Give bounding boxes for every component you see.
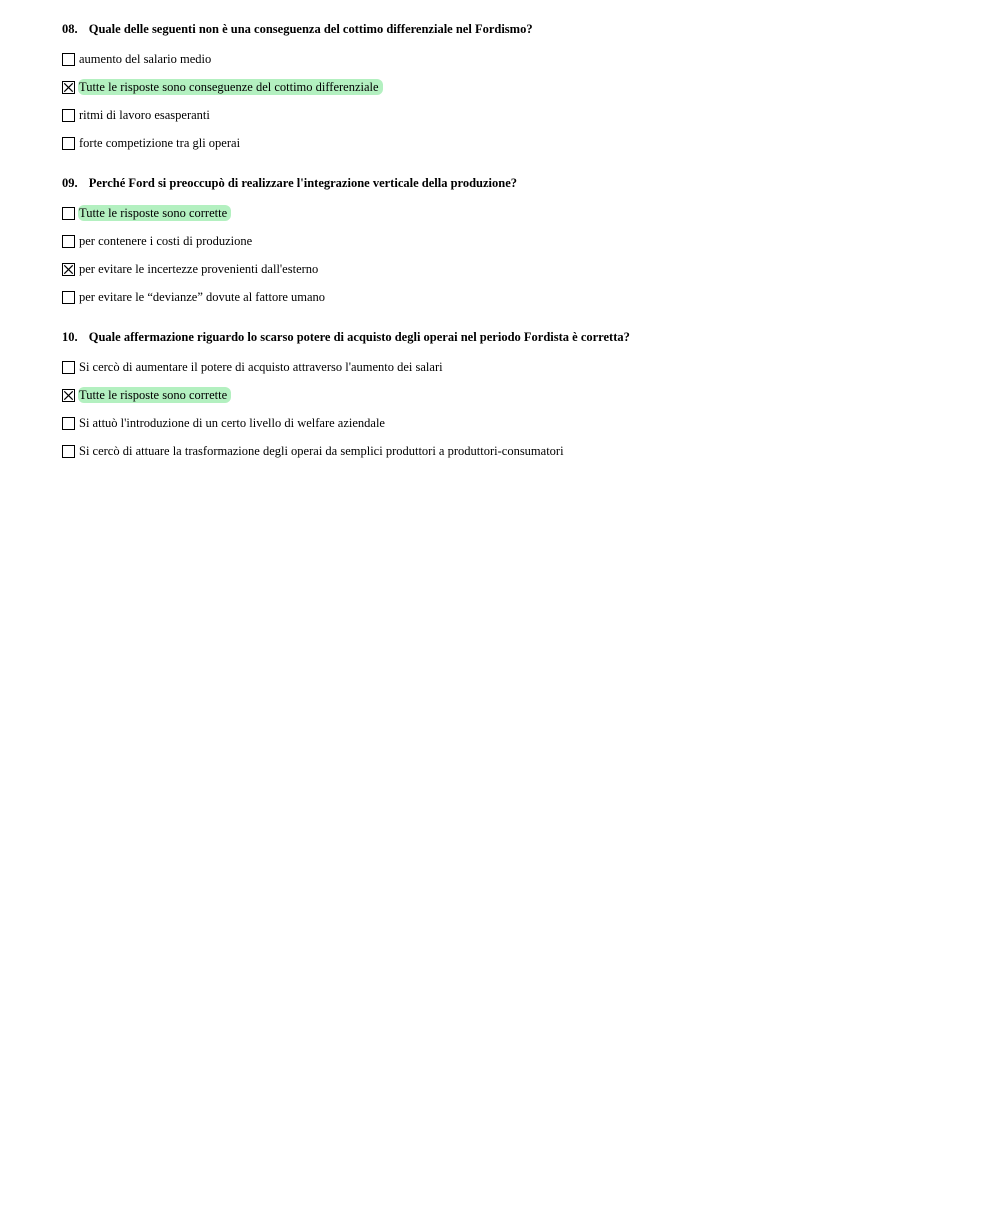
checkbox-icon[interactable]	[62, 207, 75, 220]
answer-option[interactable]	[62, 129, 982, 157]
answer-label: Tutte le risposte sono corrette	[78, 205, 231, 221]
answer-option[interactable]	[62, 255, 982, 283]
answer-option[interactable]	[62, 283, 982, 311]
answer-label: Tutte le risposte sono corrette	[78, 387, 231, 403]
answer-label: Si cercò di aumentare il potere di acquisto attraverso l'aumento dei salari	[79, 360, 443, 374]
question-header	[62, 328, 982, 346]
question-08	[62, 20, 982, 157]
answer-label: per evitare le “devianze” dovute al fattore umano	[79, 290, 326, 304]
question-10	[62, 328, 982, 465]
answer-option[interactable]	[62, 409, 982, 437]
answer-option[interactable]	[62, 199, 982, 227]
quiz-page	[62, 20, 982, 482]
question-text: Perché Ford si preoccupò di realizzare l'integrazione verticale della produzione?	[88, 176, 518, 190]
question-09	[62, 174, 982, 311]
checked-checkbox-icon[interactable]	[62, 81, 75, 94]
answer-option[interactable]	[62, 437, 982, 465]
question-header	[62, 20, 982, 38]
answer-option[interactable]	[62, 227, 982, 255]
answer-option[interactable]	[62, 353, 982, 381]
checkbox-icon[interactable]	[62, 361, 75, 374]
answer-label: aumento del salario medio	[79, 52, 212, 66]
answer-option[interactable]	[62, 45, 982, 73]
question-text: Quale delle seguenti non è una conseguenza del cottimo differenziale nel Fordismo?	[88, 22, 533, 36]
checked-checkbox-icon[interactable]	[62, 389, 75, 402]
answer-label: Tutte le risposte sono conseguenze del cottimo differenziale	[78, 79, 383, 95]
answer-option[interactable]	[62, 73, 982, 101]
question-number: 10.	[62, 330, 78, 344]
answer-label: forte competizione tra gli operai	[79, 136, 241, 150]
answer-label: Si attuò l'introduzione di un certo livello di welfare aziendale	[79, 416, 385, 430]
checkbox-icon[interactable]	[62, 235, 75, 248]
question-number: 09.	[62, 176, 78, 190]
question-text: Quale affermazione riguardo lo scarso potere di acquisto degli operai nel periodo Fordista è corretta?	[88, 330, 630, 344]
checkbox-icon[interactable]	[62, 109, 75, 122]
checked-checkbox-icon[interactable]	[62, 263, 75, 276]
answer-label: per evitare le incertezze provenienti dall'esterno	[79, 262, 319, 276]
question-number: 08.	[62, 22, 78, 36]
checkbox-icon[interactable]	[62, 53, 75, 66]
answer-option[interactable]	[62, 101, 982, 129]
question-header	[62, 174, 982, 192]
checkbox-icon[interactable]	[62, 417, 75, 430]
checkbox-icon[interactable]	[62, 137, 75, 150]
answer-label: Si cercò di attuare la trasformazione degli operai da semplici produttori a produttori-consumatori	[79, 444, 564, 458]
answer-option[interactable]	[62, 381, 982, 409]
checkbox-icon[interactable]	[62, 291, 75, 304]
checkbox-icon[interactable]	[62, 445, 75, 458]
answer-label: per contenere i costi di produzione	[79, 234, 253, 248]
answer-label: ritmi di lavoro esasperanti	[79, 108, 210, 122]
